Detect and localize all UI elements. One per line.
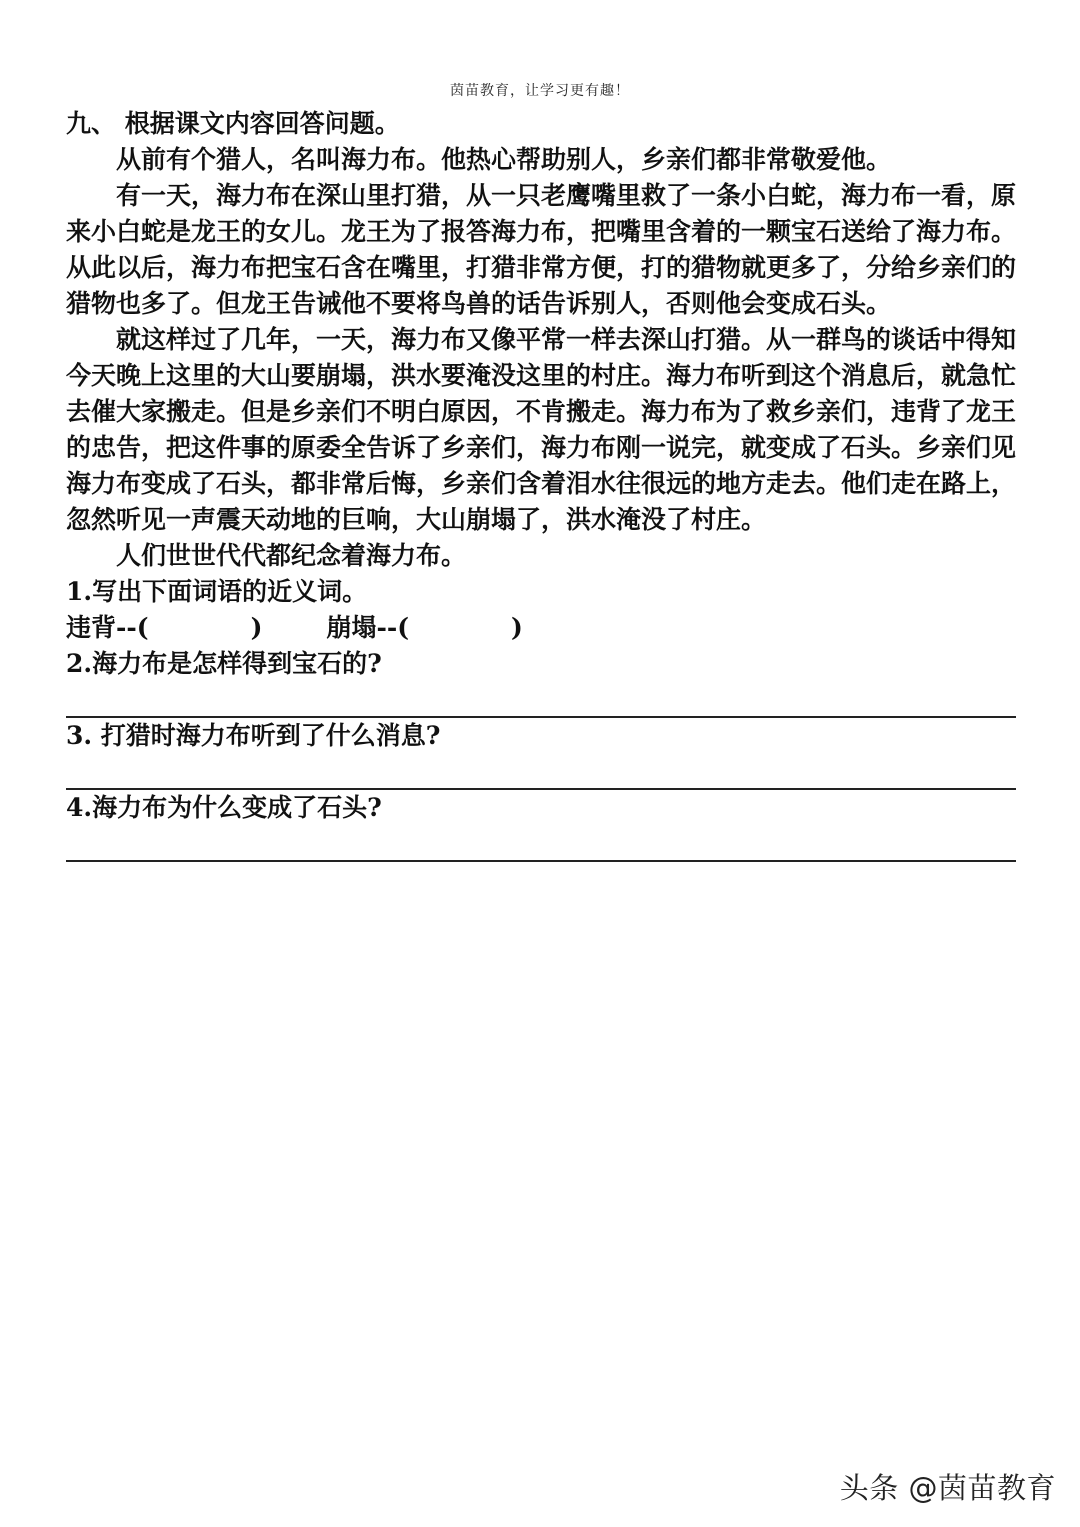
synonym-blank-2[interactable] xyxy=(409,610,511,646)
story-paragraph-4: 人们世世代代都纪念着海力布。 xyxy=(116,541,467,570)
question-4: 4.海力布为什么变成了石头? xyxy=(66,793,382,822)
story-paragraph-1: 从前有个猎人，名叫海力布。他热心帮助别人，乡亲们都非常敬爱他。 xyxy=(116,145,892,174)
question-3: 3. 打猎时海力布听到了什么消息? xyxy=(66,721,441,750)
synonym-item-1 xyxy=(66,610,262,646)
synonym-word-1: 违背--( xyxy=(66,613,149,642)
page-header: 茵苗教育，让学习更有趣！ xyxy=(450,83,630,99)
question-1: 1.写出下面词语的近义词。 xyxy=(66,577,368,606)
question-2: 2.海力布是怎样得到宝石的? xyxy=(66,649,382,678)
synonym-word-2: 崩塌--( xyxy=(326,613,410,642)
answer-line-3[interactable] xyxy=(66,754,1016,790)
synonym-close-1: ) xyxy=(250,613,263,642)
synonym-blank-1[interactable] xyxy=(149,610,251,646)
watermark: 头条 @茵苗教育 xyxy=(839,1471,1056,1505)
story-paragraph-3: 就这样过了几年，一天，海力布又像平常一样去深山打猎。从一群鸟的谈话中得知今天晚上这里的大山要崩塌，洪水要淹没这里的村庄。海力布听到这个消息后，就急忙去催大家搬走。但是乡亲们不明白原因，不肯搬走。海力布为了救乡亲们，违背了龙王的忠告，把这件事的原委全告诉了乡亲们，海力布刚一说完，就变成了石头。乡亲们见海力布变成了石头，都非常后悔，乡亲们含着泪水往很远的地方走去。他们走在路上，忽然听见一声震天动地的巨响，大山崩塌了，洪水淹没了村庄。 xyxy=(66,325,1017,534)
worksheet-content xyxy=(66,106,1016,862)
section-title: 九、 根据课文内容回答问题。 xyxy=(66,109,400,138)
synonym-item-2 xyxy=(326,610,522,646)
synonym-close-2: ) xyxy=(511,613,523,642)
story-paragraph-2: 有一天，海力布在深山里打猎，从一只老鹰嘴里救了一条小白蛇，海力布一看，原来小白蛇是龙王的女儿。龙王为了报答海力布，把嘴里含着的一颗宝石送给了海力布。从此以后，海力布把宝石含在嘴里，打猎非常方便，打的猎物就更多了，分给乡亲们的猎物也多了。但龙王告诫他不要将鸟兽的话告诉别人，否则他会变成石头。 xyxy=(66,181,1017,318)
synonym-row xyxy=(66,610,1016,646)
answer-line-2[interactable] xyxy=(66,682,1016,718)
answer-line-4[interactable] xyxy=(66,826,1016,862)
